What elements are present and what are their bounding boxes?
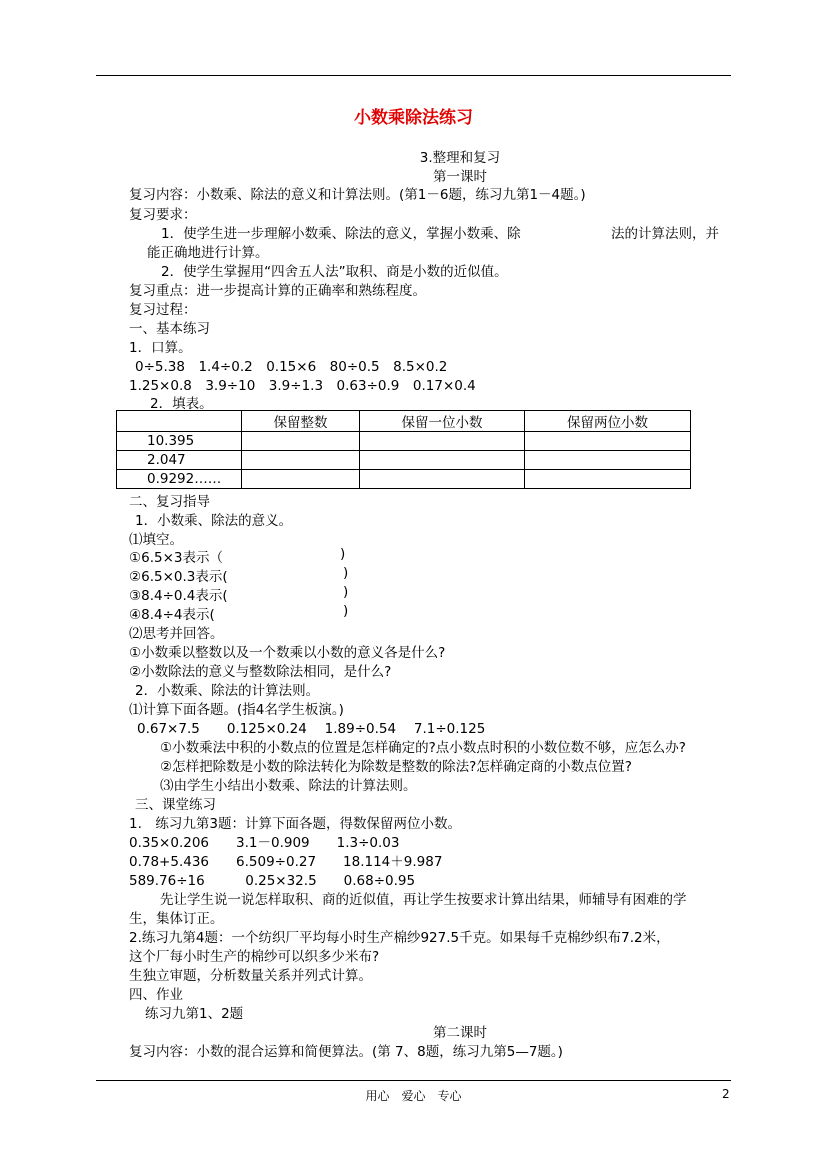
fill-question-1: ①6.5×3表示（ bbox=[129, 550, 223, 566]
review-content-1: 复习内容：小数乘、除法的意义和计算法则。(第1－6题，练习九第1－4题。) bbox=[129, 187, 586, 203]
table-header-cell: 保留整数 bbox=[242, 411, 360, 432]
table-header-cell bbox=[117, 411, 242, 432]
calc-question-2: ②怎样把除数是小数的除法转化为除数是整数的除法?怎样确定商的小数点位置? bbox=[160, 759, 632, 775]
oral-calc-row-2: 1.25×0.8 3.9÷10 3.9÷1.3 0.63÷0.9 0.17×0.4 bbox=[129, 378, 476, 394]
part-3-heading: 三、课堂练习 bbox=[135, 797, 216, 813]
exercise-1: 1. 练习九第3题：计算下面各题，得数保留两位小数。 bbox=[129, 816, 461, 832]
requirements-label: 复习要求： bbox=[129, 207, 197, 223]
table-cell bbox=[360, 432, 525, 451]
think-question-1: ①小数乘以整数以及一个数乘以小数的意义各是什么? bbox=[129, 645, 446, 661]
table-row bbox=[117, 470, 691, 489]
fill-question-2: ②6.5×0.3表示( bbox=[129, 569, 228, 585]
header-rule bbox=[96, 75, 731, 76]
section-heading: 3.整理和复习 bbox=[419, 150, 501, 166]
rounding-table bbox=[116, 410, 691, 489]
fill-question-4-close: ) bbox=[343, 603, 349, 619]
exercise-row-2: 0.78+5.436 6.509÷0.27 18.114＋9.987 bbox=[129, 854, 443, 870]
guide-1-think: ⑵思考并回答。 bbox=[129, 626, 224, 642]
fill-question-4: ④8.4÷4表示( bbox=[129, 607, 215, 623]
table-cell bbox=[242, 470, 360, 489]
review-process: 复习过程： bbox=[129, 302, 197, 318]
fill-question-3-close: ) bbox=[343, 584, 349, 600]
oral-calc-label: 1．口算。 bbox=[129, 340, 192, 356]
guide-2-calc: ⑴计算下面各题。(指4名学生板演。) bbox=[129, 702, 344, 718]
table-row-label: 2.047 bbox=[117, 451, 242, 470]
lesson-one-heading: 第一课时 bbox=[433, 169, 487, 185]
part-1-heading: 一、基本练习 bbox=[129, 321, 210, 337]
fill-table-label: 2．填表。 bbox=[150, 396, 213, 412]
table-header-row bbox=[117, 411, 691, 432]
part-4-heading: 四、作业 bbox=[129, 987, 183, 1003]
table-cell bbox=[360, 451, 525, 470]
table-row bbox=[117, 451, 691, 470]
homework: 练习九第1、2题 bbox=[145, 1006, 244, 1022]
table-row bbox=[117, 432, 691, 451]
footer-rule bbox=[96, 1080, 731, 1081]
think-question-2: ②小数除法的意义与整数除法相同，是什么? bbox=[129, 664, 392, 680]
fill-question-3: ③8.4÷0.4表示( bbox=[129, 588, 228, 604]
footer-motto: 用心 爱心 专心 bbox=[365, 1089, 462, 1103]
requirement-1c: 能正确地进行计算。 bbox=[147, 245, 269, 261]
fill-question-1-close: ) bbox=[340, 546, 346, 562]
table-header-cell: 保留两位小数 bbox=[525, 411, 691, 432]
review-content-2: 复习内容：小数的混合运算和简便算法。(第 7、8题，练习九第5—7题。) bbox=[129, 1044, 563, 1060]
exercise-2b: 这个厂每小时生产的棉纱可以织多少米布? bbox=[129, 949, 380, 965]
calc-row: 0.67×7.5 0.125×0.24 1.89÷0.54 7.1÷0.125 bbox=[137, 721, 486, 737]
part-2-heading: 二、复习指导 bbox=[129, 494, 210, 510]
guide-1: 1．小数乘、除法的意义。 bbox=[135, 513, 293, 529]
guide-2: 2．小数乘、除法的计算法则。 bbox=[135, 683, 320, 699]
doc-title: 小数乘除法练习 bbox=[354, 108, 473, 128]
table-cell bbox=[525, 470, 691, 489]
table-row-label: 0.9292…… bbox=[117, 470, 242, 489]
calc-summary: ⑶由学生小结出小数乘、除法的计算法则。 bbox=[160, 778, 417, 794]
exercise-note-a: 先让学生说一说怎样取积、商的近似值，再让学生按要求计算出结果，师辅导有困难的学 bbox=[160, 892, 687, 908]
requirement-1b: 法的计算法则，并 bbox=[611, 226, 719, 242]
table-row-label: 10.395 bbox=[117, 432, 242, 451]
table-cell bbox=[360, 470, 525, 489]
oral-calc-row-1: 0÷5.38 1.4÷0.2 0.15×6 80÷0.5 8.5×0.2 bbox=[135, 359, 448, 375]
requirement-1a: 1．使学生进一步理解小数乘、除法的意义，掌握小数乘、除 bbox=[161, 226, 521, 242]
guide-1-fill: ⑴填空。 bbox=[129, 532, 183, 548]
table-header-cell: 保留一位小数 bbox=[360, 411, 525, 432]
exercise-2c: 生独立审题，分析数量关系并列式计算。 bbox=[129, 968, 372, 984]
table-cell bbox=[242, 432, 360, 451]
table-cell bbox=[525, 451, 691, 470]
lesson-two-heading: 第二课时 bbox=[433, 1025, 487, 1041]
exercise-row-1: 0.35×0.206 3.1－0.909 1.3÷0.03 bbox=[129, 835, 400, 851]
page-number: 2 bbox=[722, 1087, 730, 1101]
review-focus: 复习重点：进一步提高计算的正确率和熟练程度。 bbox=[129, 283, 426, 299]
exercise-2a: 2.练习九第4题：一个纺织厂平均每小时生产棉纱927.5千克。如果每千克棉纱织布7.2米， bbox=[129, 930, 670, 946]
calc-question-1: ①小数乘法中积的小数点的位置是怎样确定的?点小数点时积的小数位数不够，应怎么办? bbox=[160, 740, 686, 756]
fill-question-2-close: ) bbox=[343, 565, 349, 581]
exercise-row-3: 589.76÷16 0.25×32.5 0.68÷0.95 bbox=[129, 873, 416, 889]
exercise-note-b: 生，集体订正。 bbox=[129, 911, 224, 927]
table-cell bbox=[242, 451, 360, 470]
table-cell bbox=[525, 432, 691, 451]
requirement-2: 2．使学生掌握用“四舍五人法”取积、商是小数的近似值。 bbox=[161, 264, 508, 280]
